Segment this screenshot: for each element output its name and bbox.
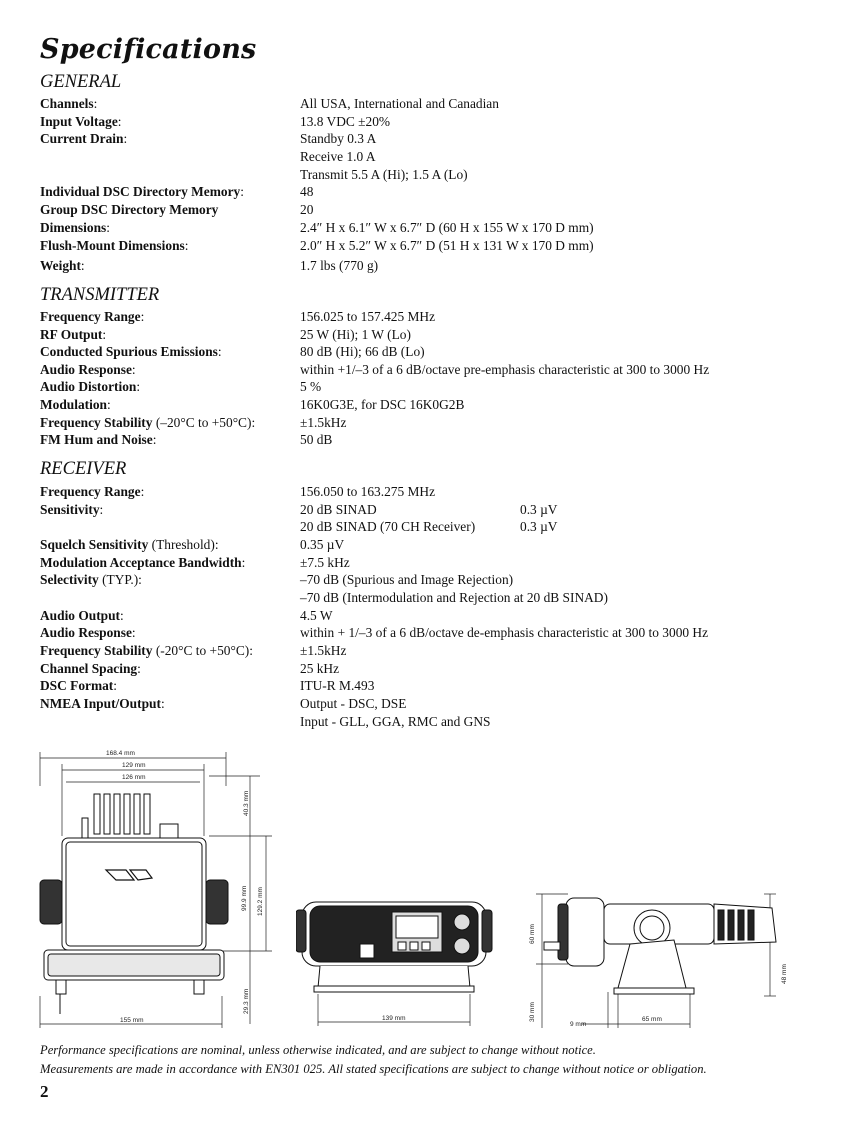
spec-label: [40, 571, 142, 589]
dim-99-9: 99.9 mm: [241, 885, 248, 911]
spec-label-text: Current Drain: [40, 131, 124, 146]
dim-155: 155 mm: [120, 1017, 144, 1024]
spec-value-secondary: 0.3 µV: [520, 502, 558, 517]
spec-label-text: DSC Format: [40, 678, 114, 693]
side-view-diagram: [522, 884, 792, 1032]
spec-value: ±7.5 kHz: [300, 555, 350, 570]
spec-label-text: Conducted Spurious Emissions: [40, 344, 218, 359]
spec-value: 20 dB SINAD: [300, 502, 377, 517]
spec-label: [40, 483, 144, 501]
spec-label-text: Frequency Range: [40, 484, 141, 499]
spec-label: [40, 326, 106, 344]
spec-label-suffix: :: [140, 309, 145, 324]
spec-value: 16K0G3E, for DSC 16K0G2B: [300, 397, 465, 412]
page-number: 2: [40, 1082, 49, 1101]
section-heading-receiver: RECEIVER: [40, 459, 127, 479]
spec-label-suffix: :: [137, 661, 141, 676]
spec-label-text: Flush-Mount Dimensions: [40, 238, 185, 253]
spec-value: within +1/–3 of a 6 dB/octave pre-emphasis characteristic at 300 to 3000 Hz: [300, 362, 710, 377]
spec-label: [40, 677, 117, 695]
spec-value: 4.5 W: [300, 608, 333, 623]
spec-label-text: FM Hum and Noise: [40, 432, 153, 447]
spec-label-suffix: :: [160, 696, 165, 711]
spec-label: [40, 237, 188, 255]
dim-129-2: 129.2 mm: [257, 887, 264, 916]
spec-label-text: Squelch Sensitivity: [40, 537, 149, 552]
spec-label-suffix: :: [80, 258, 85, 273]
spec-label-text: Channels: [40, 96, 94, 111]
spec-label-text: Sensitivity: [40, 502, 100, 517]
spec-label: [40, 431, 156, 449]
spec-label-suffix: :: [117, 114, 122, 129]
spec-value: 48: [300, 184, 314, 199]
spec-label: [40, 695, 165, 713]
spec-value: ITU-R M.493: [300, 678, 375, 693]
spec-label-suffix: :: [240, 184, 244, 199]
spec-value: –70 dB (Spurious and Image Rejection): [300, 572, 514, 587]
spec-value: 80 dB (Hi); 66 dB (Lo): [300, 344, 425, 359]
spec-label: [40, 201, 218, 219]
spec-label: [40, 554, 245, 572]
spec-label: [40, 257, 85, 275]
spec-label: [40, 642, 253, 660]
spec-label-suffix: :: [131, 625, 136, 640]
spec-label-text: Modulation: [40, 397, 107, 412]
spec-value: 156.025 to 157.425 MHz: [300, 309, 436, 324]
spec-value: Transmit 5.5 A (Hi); 1.5 A (Lo): [300, 167, 468, 182]
spec-label: [40, 130, 127, 148]
footnote-1: Performance specifications are nominal, unless otherwise indicated, and are subject to change without notice.: [40, 1043, 596, 1057]
spec-label: [40, 343, 222, 361]
dim-65: 65 mm: [642, 1016, 662, 1023]
spec-label-text: Input Voltage: [40, 114, 118, 129]
spec-label-suffix: :: [140, 484, 145, 499]
spec-value: Receive 1.0 A: [300, 149, 376, 164]
spec-label-suffix: :: [99, 502, 104, 517]
spec-value: 13.8 VDC ±20%: [300, 114, 391, 129]
spec-label-text: Dimensions: [40, 220, 107, 235]
spec-label: [40, 219, 110, 237]
spec-value: 20: [300, 202, 314, 217]
spec-label: [40, 113, 122, 131]
spec-label-text: Modulation Acceptance Bandwidth: [40, 555, 242, 570]
spec-value: ±1.5kHz: [300, 643, 347, 658]
dim-60: 60 mm: [529, 924, 536, 944]
spec-label-suffix: :: [106, 220, 110, 235]
spec-label-suffix: (–20°C to +50°C):: [152, 415, 256, 430]
spec-label-text: Group DSC Directory Memory: [40, 202, 219, 217]
spec-value-secondary: 0.3 µV: [520, 519, 558, 534]
spec-label-suffix: :: [113, 678, 117, 693]
spec-label-text: RF Output: [40, 327, 103, 342]
dim-40-3: 40.3 mm: [243, 790, 250, 816]
spec-value: 2.4″ H x 6.1″ W x 6.7″ D (60 H x 155 W x 170 D mm): [300, 220, 594, 235]
spec-label-text: Audio Output: [40, 608, 121, 623]
spec-value: Standby 0.3 A: [300, 131, 377, 146]
spec-label-text: Weight: [40, 258, 81, 273]
spec-label-suffix: :: [131, 362, 136, 377]
spec-value: 156.050 to 163.275 MHz: [300, 484, 436, 499]
spec-value: All USA, International and Canadian: [300, 96, 499, 111]
spec-label-suffix: (Threshold):: [148, 537, 219, 552]
spec-value: 25 kHz: [300, 661, 340, 676]
spec-label-suffix: :: [241, 555, 246, 570]
spec-label: [40, 607, 124, 625]
spec-label: [40, 308, 144, 326]
front-view-diagram: [34, 746, 274, 1032]
page-title: Specifications: [40, 34, 257, 65]
dim-139: 139 mm: [382, 1015, 406, 1022]
spec-value: –70 dB (Intermodulation and Rejection at 20 dB SINAD): [300, 590, 608, 605]
spec-label: [40, 414, 255, 432]
spec-label-text: Selectivity: [40, 572, 99, 587]
dim-48: 48 mm: [781, 964, 788, 984]
spec-label: [40, 624, 136, 642]
spec-value: 1.7 lbs (770 g): [300, 258, 379, 273]
spec-label: [40, 536, 219, 554]
spec-label: [40, 501, 103, 519]
spec-value: 20 dB SINAD (70 CH Receiver): [300, 519, 476, 534]
spec-label-text: Individual DSC Directory Memory: [40, 184, 241, 199]
spec-value: ±1.5kHz: [300, 415, 347, 430]
spec-label: [40, 660, 141, 678]
dim-129: 129 mm: [122, 762, 146, 769]
dim-30: 30 mm: [529, 1002, 536, 1022]
spec-label-suffix: :: [93, 96, 98, 111]
spec-label-text: Frequency Stability: [40, 643, 153, 658]
spec-label: [40, 396, 111, 414]
spec-label: [40, 361, 136, 379]
spec-label-text: NMEA Input/Output: [40, 696, 161, 711]
spec-label-suffix: :: [106, 397, 111, 412]
spec-label-text: Audio Response: [40, 625, 132, 640]
dim-126: 126 mm: [122, 774, 146, 781]
spec-value: 50 dB: [300, 432, 333, 447]
spec-value: 5 %: [300, 379, 322, 394]
spec-label-text: Channel Spacing: [40, 661, 138, 676]
spec-value: within + 1/–3 of a 6 dB/octave de-emphasis characteristic at 300 to 3000 Hz: [300, 625, 709, 640]
dim-9: 9 mm: [570, 1021, 587, 1028]
spec-label-suffix: :: [102, 327, 107, 342]
spec-label-suffix: :: [184, 238, 189, 253]
spec-label-suffix: (TYP.):: [98, 572, 142, 587]
spec-value: Output - DSC, DSE: [300, 696, 407, 711]
spec-label-text: Audio Distortion: [40, 379, 137, 394]
spec-label-suffix: :: [120, 608, 124, 623]
dim-29-3: 29.3 mm: [243, 988, 250, 1014]
spec-label: [40, 183, 244, 201]
spec-label: [40, 378, 140, 396]
spec-value: Input - GLL, GGA, RMC and GNS: [300, 714, 491, 729]
dim-168-4: 168.4 mm: [106, 750, 135, 757]
spec-label-suffix: (-20°C to +50°C):: [152, 643, 253, 658]
spec-value: 0.35 µV: [300, 537, 345, 552]
spec-label-suffix: :: [123, 131, 128, 146]
footnote-2: Measurements are made in accordance with EN301 025. All stated specifications are subject to change without notice or obligation.: [40, 1062, 707, 1076]
section-heading-transmitter: TRANSMITTER: [40, 285, 160, 305]
spec-label-suffix: :: [136, 379, 141, 394]
spec-value: 25 W (Hi); 1 W (Lo): [300, 327, 411, 342]
section-heading-general: GENERAL: [40, 72, 122, 92]
spec-label-suffix: :: [152, 432, 157, 447]
spec-label-text: Frequency Range: [40, 309, 141, 324]
front-panel-diagram: [296, 890, 494, 1030]
spec-value: 2.0″ H x 5.2″ W x 6.7″ D (51 H x 131 W x 170 D mm): [300, 238, 594, 253]
spec-label-text: Frequency Stability: [40, 415, 153, 430]
spec-label-text: Audio Response: [40, 362, 132, 377]
spec-label: [40, 95, 97, 113]
spec-label-suffix: :: [217, 344, 222, 359]
